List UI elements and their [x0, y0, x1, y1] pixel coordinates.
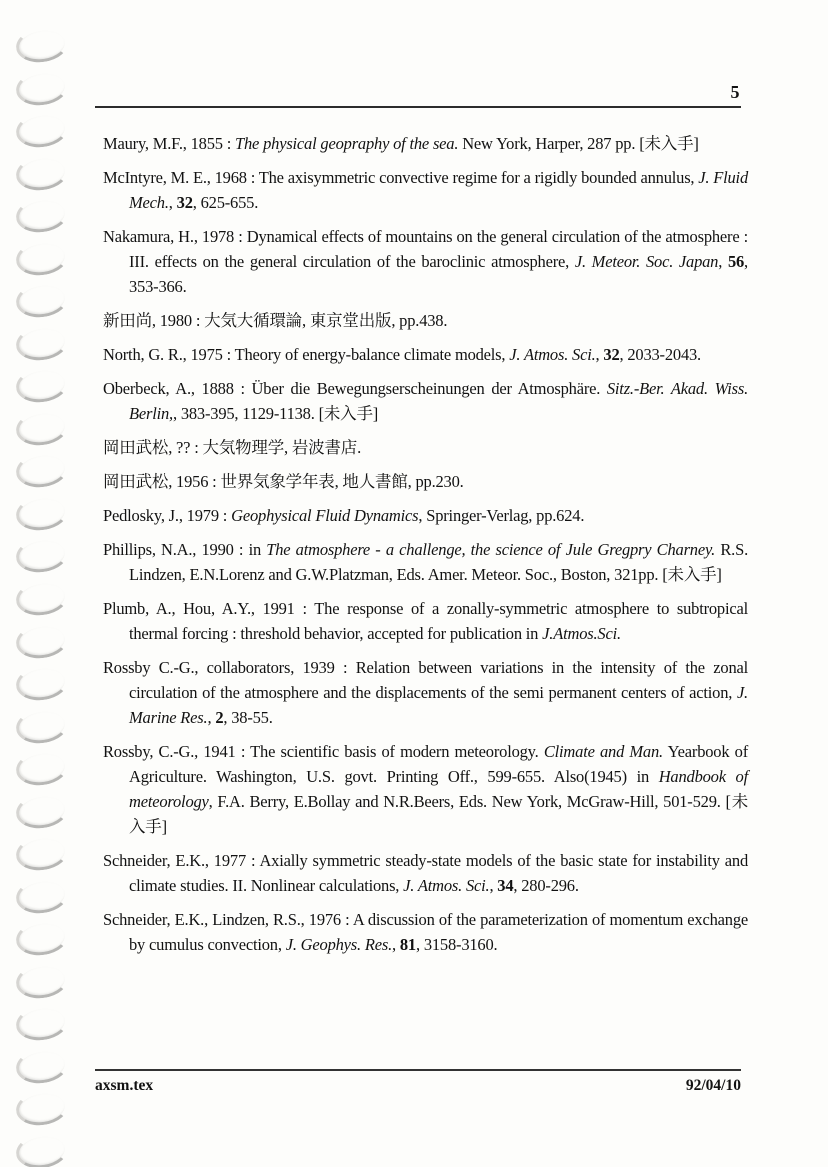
reference-text-segment: J. Fluid Mech. [129, 168, 748, 212]
reference-text-segment: J. Atmos. Sci. [509, 345, 596, 364]
reference-text-segment: Yearbook of Agriculture. Washington, U.S. govt. Printing Off., 599-655. Also(1945) in [129, 742, 749, 786]
reference-text-segment: 81 [399, 935, 416, 954]
reference-text-segment: , 38-55. [223, 708, 273, 727]
binding-hole-mark [14, 620, 70, 661]
reference-text-segment: 新田尚, 1980 : 大気大循環論, 東京堂出版, pp.438. [103, 311, 448, 330]
reference-text-segment: J.Atmos.Sci. [542, 624, 621, 643]
reference-text-segment: Climate and Man. [543, 742, 663, 761]
page-footer [95, 1077, 741, 1095]
reference-entry [103, 376, 748, 426]
reference-text-segment: , [392, 935, 400, 954]
reference-text-segment: 32 [176, 193, 193, 212]
reference-text-segment: , [489, 876, 498, 895]
reference-text-segment: Plumb, A., Hou, A.Y., 1991 : The response of a zonally-symmetric atmosphere to subtropical thermal forcing : threshold behavior, accepted for publication in [103, 599, 748, 643]
reference-text-segment: 2 [215, 708, 224, 727]
reference-entry [103, 435, 748, 460]
reference-text-segment: Rossby, C.-G., 1941 : The scientific basis of modern meteorology. [103, 742, 544, 761]
reference-text-segment: 32 [603, 345, 620, 364]
footer-filename: axsm.tex [95, 1077, 154, 1094]
reference-text-segment: Rossby C.-G., collaborators, 1939 : Relation between variations in the intensity of the zonal circulation of the atmosphere and the displacements of the semi permanent centers of action, [103, 658, 748, 702]
reference-text-segment: J. Atmos. Sci. [403, 876, 490, 895]
reference-text-segment: R.S. Lindzen, E.N.Lorenz and G.W.Platzman, Eds. Amer. Meteor. Soc., Boston, 321pp. [未入手] [129, 540, 748, 584]
reference-entry [103, 308, 748, 333]
reference-text-segment: Geophysical Fluid Dynamics [231, 506, 419, 525]
reference-text-segment: Oberbeck, A., 1888 : Über die Bewegungserscheinungen der Atmosphäre. [103, 379, 607, 398]
binding-hole-mark [14, 110, 70, 151]
reference-text-segment: , F.A. Berry, E.Bollay and N.R.Beers, Eds. New York, McGraw-Hill, 501-529. [未入手] [129, 792, 748, 836]
reference-text-segment: Maury, M.F., 1855 : [103, 134, 236, 153]
reference-text-segment: 岡田武松, 1956 : 世界気象学年表, 地人書館, pp.230. [103, 472, 464, 491]
reference-text-segment: Nakamura, H., 1978 : Dynamical effects of mountains on the general circulation of the atmosphere : III. effects on the general circulation of the baroclinic atmosphere, [103, 227, 748, 271]
reference-entry [103, 469, 748, 494]
reference-text-segment: Schneider, E.K., Lindzen, R.S., 1976 : A discussion of the parameterization of momentum exchange by cumulus convection, [103, 910, 748, 954]
reference-text-segment: J. Marine Res. [129, 683, 748, 727]
reference-entry [103, 848, 748, 898]
reference-text-segment: 56 [727, 252, 745, 271]
reference-text-segment: The physical geopraphy of the sea. [235, 134, 459, 153]
binding-hole-mark [14, 152, 70, 193]
binding-hole-mark [14, 960, 70, 1001]
reference-entry [103, 907, 748, 957]
reference-text-segment: , 383-395, 1129-1138. [未入手] [172, 404, 379, 423]
binding-hole-mark [14, 322, 70, 363]
spiral-binding-marks [0, 0, 85, 1167]
reference-entry [103, 739, 748, 839]
reference-text-segment: New York, Harper, 287 pp. [未入手] [458, 134, 699, 153]
binding-hole-mark [14, 918, 70, 959]
binding-hole-mark [14, 748, 70, 789]
reference-entry [103, 131, 748, 156]
binding-hole-mark [14, 67, 70, 108]
reference-entry [103, 342, 748, 367]
reference-entry [103, 503, 748, 528]
header-rule [95, 106, 741, 108]
binding-hole-mark [14, 280, 70, 321]
reference-text-segment: , Springer-Verlag, pp.624. [418, 506, 585, 525]
binding-hole-mark [14, 1045, 70, 1086]
binding-hole-mark [14, 790, 70, 831]
reference-text-segment: J. Meteor. Soc. Japan [574, 252, 719, 271]
reference-text-segment: North, G. R., 1975 : Theory of energy-balance climate models, [103, 345, 510, 364]
reference-text-segment: , 625-655. [192, 193, 259, 212]
binding-hole-mark [14, 25, 70, 66]
reference-text-segment: , [595, 345, 604, 364]
binding-hole-mark [14, 195, 70, 236]
footer-date: 92/04/10 [685, 1077, 741, 1094]
reference-entry [103, 165, 748, 215]
references-list [103, 131, 748, 966]
reference-entry [103, 537, 748, 587]
binding-hole-mark [14, 237, 70, 278]
reference-text-segment: , 3158-3160. [415, 935, 498, 954]
binding-hole-mark [14, 535, 70, 576]
reference-text-segment: , 353-366. [129, 252, 748, 296]
binding-hole-mark [14, 1003, 70, 1044]
footer-rule [95, 1069, 741, 1071]
reference-text-segment: 岡田武松, ?? : 大気物理学, 岩波書店. [103, 438, 362, 457]
reference-text-segment: , [168, 193, 177, 212]
reference-text-segment: , 2033-2043. [619, 345, 701, 364]
reference-entry [103, 224, 748, 299]
reference-text-segment: Phillips, N.A., 1990 : in [103, 540, 267, 559]
reference-text-segment: J. Geophys. Res. [285, 935, 393, 954]
binding-hole-mark [14, 365, 70, 406]
reference-text-segment: 34 [497, 876, 514, 895]
binding-hole-mark [14, 833, 70, 874]
reference-text-segment: , [718, 252, 728, 271]
binding-hole-mark [14, 663, 70, 704]
binding-hole-mark [14, 1088, 70, 1129]
binding-hole-mark [14, 705, 70, 746]
binding-hole-mark [14, 492, 70, 533]
reference-entry [103, 596, 748, 646]
binding-hole-mark [14, 450, 70, 491]
binding-hole-mark [14, 875, 70, 916]
page-number: 5 [730, 82, 740, 102]
reference-text-segment: Handbook of meteorology [129, 767, 748, 811]
reference-text-segment: , [207, 708, 216, 727]
reference-text-segment: The atmosphere - a challenge, the science of Jule Gregpry Charney. [266, 540, 716, 559]
reference-text-segment: Sitz.-Ber. Akad. Wiss. Berlin, [129, 379, 748, 423]
reference-entry [103, 655, 748, 730]
reference-text-segment: , 280-296. [513, 876, 579, 895]
binding-hole-mark [14, 407, 70, 448]
reference-text-segment: Pedlosky, J., 1979 : [103, 506, 232, 525]
binding-hole-mark [14, 1131, 70, 1167]
reference-text-segment: Schneider, E.K., 1977 : Axially symmetric steady-state models of the basic state for instability and climate studies. II. Nonlinear calculations, [103, 851, 748, 895]
reference-text-segment: McIntyre, M. E., 1968 : The axisymmetric convective regime for a rigidly bounded annulus, [103, 168, 699, 187]
binding-hole-mark [14, 578, 70, 619]
